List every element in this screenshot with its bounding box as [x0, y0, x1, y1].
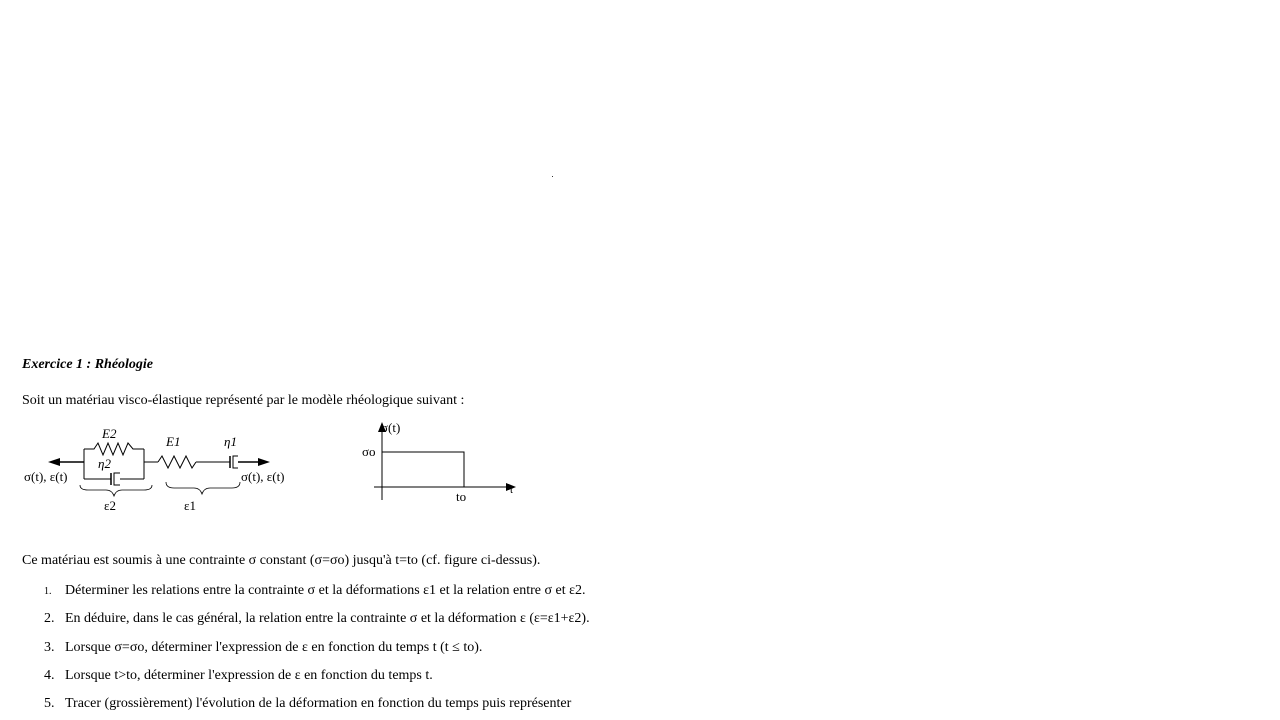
graph-y-label: σ(t) — [381, 420, 401, 435]
graph-t0: to — [456, 489, 467, 504]
label-left-stress: σ(t), ε(t) — [24, 469, 68, 484]
question-text: Tracer (grossièrement) l'évolution de la déformation en fonction du temps puis représenter — [65, 696, 572, 711]
question-text: Lorsque t>to, déterminer l'expression de ε en fonction du temps t. — [65, 668, 433, 683]
question-text: Déterminer les relations entre la contrainte σ et la déformations ε1 et la relation entre σ et ε2. — [65, 583, 586, 598]
intro-text: Soit un matériau visco-élastique représenté par le modèle rhéologique suivant : — [22, 393, 465, 408]
question-text: En déduire, dans le cas général, la relation entre la contrainte σ et la déformation ε (ε=ε1+ε2). — [65, 611, 590, 626]
exercise-title: Exercice 1 : Rhéologie — [22, 357, 154, 372]
label-E2: E2 — [102, 426, 117, 441]
question-number: 4. — [44, 668, 55, 683]
label-eta1: η1 — [224, 434, 237, 449]
spring-e1 — [158, 456, 196, 468]
spring-e2 — [84, 443, 144, 455]
question-text: Lorsque σ=σo, déterminer l'expression de ε en fonction du temps t (t ≤ to). — [65, 640, 483, 655]
rheology-figure — [18, 418, 528, 518]
body-paragraph: Ce matériau est soumis à une contrainte σ constant (σ=σo) jusqu'à t=to (cf. figure ci-dessus). — [22, 553, 541, 568]
question-number: 2. — [44, 611, 55, 626]
stray-dot — [552, 176, 553, 177]
label-eta2: η2 — [98, 456, 111, 471]
label-eps2: ε2 — [104, 498, 116, 513]
question-number: 3. — [44, 640, 55, 655]
question-number: 1. — [44, 586, 52, 597]
brace-eps1 — [166, 482, 240, 494]
graph-sigma0: σo — [362, 444, 376, 459]
stress-step — [382, 452, 464, 487]
graph-x-label: t — [510, 484, 514, 496]
brace-eps2 — [80, 485, 152, 496]
label-right-stress: σ(t), ε(t) — [241, 469, 285, 484]
label-eps1: ε1 — [184, 498, 196, 513]
question-number: 5. — [44, 696, 55, 711]
label-E1: E1 — [166, 434, 181, 449]
